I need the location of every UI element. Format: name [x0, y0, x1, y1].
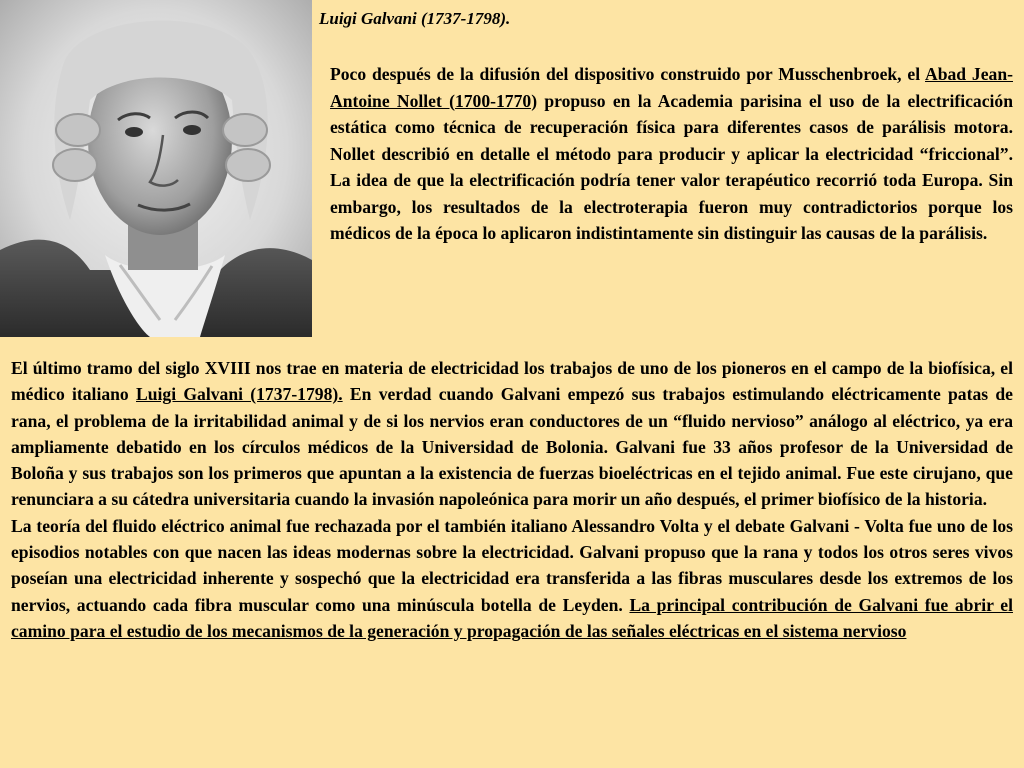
nollet-link[interactable]: Abad Jean-Antoine Nollet (1700-1770) [330, 64, 1013, 111]
galvani-text-start: El último tramo del siglo XVIII nos trae en materia de electricidad los trabajos de uno de los pioneros en el campo de la biofísica, el médico italiano [11, 358, 1013, 405]
main-text [11, 355, 1013, 644]
galvani-link[interactable]: Luigi Galvani (1737-1798). [136, 384, 343, 405]
galvani-paragraph [11, 355, 1013, 513]
volta-text: La teoría del fluido eléctrico animal fue rechazada por el también italiano Alessandro Volta y el debate Galvani - Volta fue uno de los episodios notables con que nacen las ideas modernas sobre la electricidad. Galvani propuso que la rana y todos los otros seres vivos poseían una electricidad inherente y sospechó que la electricidad era transferida a las fibras musculares desde los extremos de los nervios, actuando cada fibra muscular como una minúscula botella de Leyden. [11, 515, 1013, 615]
volta-paragraph [11, 513, 1013, 644]
intro-text-end: propuso en la Academia parisina el uso de la electrificación estática como técnica de recuperación física para diferentes casos de parálisis motora. Nollet describió en detalle el método para producir y aplicar la electricidad “friccional”. La idea de que la electrificación podría tener valor terapéutico recorrió toda Europa. Sin embargo, los resultados de la electroterapia fueron muy contradictorios porque los médicos de la época lo aplicaron indistintamente sin distinguir las causas de la parálisis. [330, 90, 1014, 243]
intro-text-start: Poco después de la difusión del dispositivo construido por Musschenbroek, el [330, 64, 926, 84]
galvani-text-end: En verdad cuando Galvani empezó sus trabajos estimulando eléctricamente patas de rana, el problema de la irritabilidad animal y de si los nervios eran conductores de un “fluido nervioso” análogo al eléctrico, ya era ampliamente debatido en los círculos médicos de la Universidad de Bolonia. Galvani fue 33 años profesor de la Universidad de Boloña y sus trabajos son los primeros que apuntan a la existencia de fuerzas bioeléctricas en el tejido animal. Fue este cirujano, que renunciara a su cátedra universitaria cuando la invasión napoleónica para morir un año después, el primer biofísico de la historia. [11, 384, 1013, 510]
contribution-link[interactable]: La principal contribución de Galvani fue abrir el camino para el estudio de los mecanismos de la generación y propagación de las señales eléctricas en el sistema nervioso [11, 594, 1013, 641]
portrait-caption: Luigi Galvani (1737-1798). [319, 9, 511, 28]
portrait-image [0, 0, 312, 337]
intro-paragraph [330, 61, 1013, 247]
